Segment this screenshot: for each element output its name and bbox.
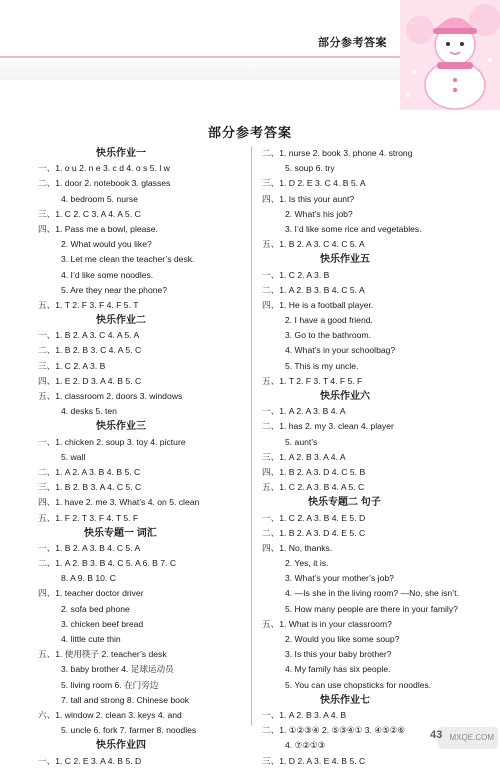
answer-line: 四、1. B 2. A 3. D 4. C 5. B [262, 466, 366, 477]
answer-line: 2. Would you like some soup? [285, 634, 400, 644]
answer-line: 五、1. 使用筷子 2. teacher’s desk [38, 649, 167, 660]
section-heading: 快乐作业三 [96, 421, 146, 433]
answer-line: 4. My family has six people. [285, 664, 391, 675]
answer-line: 3. Let me clean the teacher’s desk. [61, 254, 195, 265]
answer-line: 5. aunt’s [285, 436, 318, 447]
section-heading: 快乐作业四 [96, 740, 146, 752]
answer-line: 四、1. No, thanks. [262, 542, 333, 553]
answer-line: 四、1. Pass me a bowl, please. [38, 223, 158, 234]
answer-line: 8. A 9. B 10. C [61, 573, 116, 584]
answer-line: 3. Is this your baby brother? [285, 649, 392, 660]
answer-line: 3. I’d like some rice and vegetables. [285, 223, 422, 234]
section-heading: 快乐作业六 [320, 391, 370, 402]
answer-line: 2. sofa bed phone [61, 603, 130, 614]
page-number: 43 [430, 729, 443, 741]
answer-line: 四、1. have 2. me 3. What’s 4. on 5. clean [38, 497, 200, 508]
page-title: 部分参考答案 [207, 125, 292, 140]
answer-line: 三、1. C 2. A 3. B [38, 360, 106, 371]
answer-line: 5. This is my uncle. [285, 360, 359, 371]
answer-line: 3. Go to the bathroom. [285, 330, 371, 341]
answer-line: 一、1. chicken 2. soup 3. toy 4. picture [38, 436, 186, 447]
answer-line: 3. What’s your mother’s job? [285, 573, 394, 584]
answer-line: 二、1. B 2. A 3. D 4. E 5. C [262, 527, 366, 538]
answer-line: 5. living room 6. 在门旁边 [61, 679, 159, 690]
right-answer-column [262, 146, 482, 769]
answer-line: 2. Yes, it is. [285, 558, 329, 569]
answer-line: 5. uncle 6. fork 7. farmer 8. noodles [61, 725, 197, 736]
answer-line: 一、1. C 2. E 3. A 4. B 5. D [38, 755, 142, 766]
snowman-illustration-icon [400, 0, 500, 110]
section-heading: 快乐作业二 [96, 315, 146, 327]
answer-line: 5. soup 6. try [285, 163, 335, 174]
answer-line: 四、1. E 2. D 3. A 4. B 5. C [38, 375, 142, 386]
answer-line: 4. I’d like some noodles. [61, 269, 154, 280]
left-answer-column [38, 146, 258, 769]
answer-line: 2. I have a good friend. [285, 315, 373, 326]
answer-line: 四、1. He is a football player. [262, 299, 374, 310]
watermark: MXQE.COM [438, 727, 498, 749]
answer-line: 一、1. C 2. A 3. B 4. E 5. D [262, 512, 366, 523]
answer-line: 5. wall [61, 451, 86, 462]
answer-line: 六、1. window 2. clean 3. keys 4. and [38, 709, 182, 720]
answer-line: 三、1. A 2. B 3. A 4. A [262, 451, 346, 462]
answer-line: 二、1. A 2. B 3. B 4. C 5. A 6. B 7. C [38, 558, 177, 569]
answer-line: 2. What’s his job? [285, 208, 353, 219]
answer-line: 4. —Is she in the living room? —No, she isn’t. [285, 588, 459, 599]
answer-line: 一、1. o u 2. n e 3. c d 4. o s 5. l w [38, 163, 170, 174]
answer-line: 二、1. door 2. notebook 3. glasses [38, 178, 171, 189]
answer-line: 二、1. nurse 2. book 3. phone 4. strong [262, 148, 413, 158]
answer-line: 3. baby brother 4. 足球运动员 [61, 664, 174, 675]
answer-line: 4. little cute thin [61, 634, 121, 644]
running-head: 部分参考答案 [318, 37, 387, 49]
section-heading: 快乐专题二 句子 [308, 497, 381, 509]
answer-line: 4. ⑦②①③ [285, 740, 326, 751]
answer-line: 4. desks 5. ten [61, 406, 117, 417]
answer-line: 一、1. B 2. A 3. B 4. C 5. A [38, 542, 141, 553]
section-heading: 快乐作业七 [320, 694, 370, 706]
answer-line: 二、1. B 2. B 3. C 4. A 5. C [38, 345, 142, 356]
answer-line: 2. What would you like? [61, 239, 152, 250]
section-heading: 快乐作业五 [320, 254, 370, 266]
answer-line: 五、1. classroom 2. doors 3. windows [38, 391, 183, 401]
answer-line: 5. How many people are there in your family? [285, 603, 458, 614]
answer-line: 5. Are they near the phone? [61, 284, 168, 295]
answer-line: 五、1. B 2. A 3. C 4. C 5. A [262, 239, 365, 250]
answer-line: 三、1. D 2. A 3. E 4. B 5. C [262, 755, 366, 766]
answer-line: 3. chicken beef bread [61, 618, 144, 629]
answer-line: 7. tall and strong 8. Chinese book [61, 694, 190, 705]
answer-line: 三、1. B 2. B 3. A 4. C 5. C [38, 482, 142, 493]
answer-line: 五、1. F 2. T 3. F 4. T 5. F [38, 512, 139, 523]
answer-line: 二、1. ①②③④ 2. ⑤③④① 3. ④⑤②⑥ [262, 725, 406, 736]
answer-line: 一、1. A 2. B 3. A 4. B [262, 709, 347, 720]
answer-line: 五、1. C 2. A 3. B 4. A 5. C [262, 482, 365, 493]
answer-line: 三、1. C 2. C 3. A 4. A 5. C [38, 208, 141, 219]
answer-line: 二、1. has 2. my 3. clean 4. player [262, 421, 394, 432]
answer-line: 一、1. B 2. A 3. C 4. A 5. A [38, 330, 140, 341]
answer-line: 五、1. T 2. F 3. F 4. F 5. T [38, 299, 139, 310]
column-divider [251, 146, 252, 726]
answer-line: 五、1. What is in your classroom? [262, 618, 392, 629]
answer-line: 4. What’s in your schoolbag? [285, 345, 396, 356]
answer-line: 一、1. A 2. A 3. B 4. A [262, 406, 346, 417]
answer-line: 四、1. teacher doctor driver [38, 588, 144, 599]
answer-line: 三、1. D 2. E 3. C 4. B 5. A [262, 178, 366, 189]
section-heading: 快乐专题一 词汇 [84, 527, 157, 539]
answer-line: 二、1. A 2. B 3. B 4. C 5. A [262, 284, 365, 295]
answer-line: 五、1. T 2. F 3. T 4. F 5. F [262, 375, 363, 386]
section-heading: 快乐作业一 [96, 148, 146, 159]
answer-line: 5. You can use chopsticks for noodles. [285, 679, 432, 690]
answer-line: 一、1. C 2. A 3. B [262, 269, 330, 280]
answer-line: 四、1. Is this your aunt? [262, 193, 355, 204]
answer-line: 4. bedroom 5. nurse [61, 193, 138, 204]
header-rule [0, 56, 420, 58]
answer-line: 二、1. A 2. A 3. B 4. B 5. C [38, 466, 141, 477]
